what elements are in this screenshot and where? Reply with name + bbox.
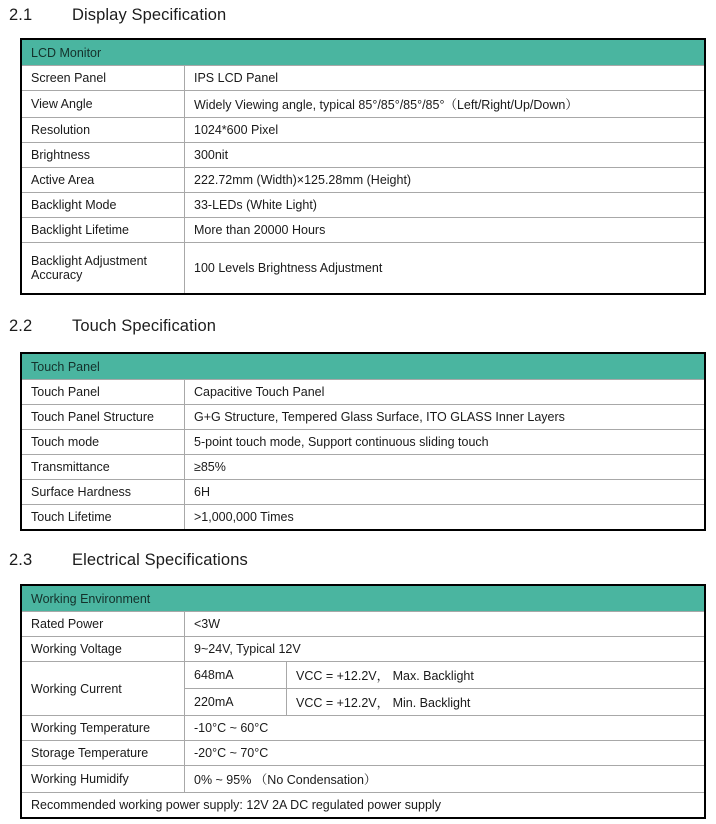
row-label: Screen Panel	[22, 66, 185, 90]
row-label: Touch mode	[22, 430, 185, 454]
row-label: Backlight Adjustment Accuracy	[22, 243, 185, 293]
row-value: -10°C ~ 60°C	[194, 721, 269, 735]
table-header: Touch Panel	[22, 354, 704, 379]
row-value: 0% ~ 95% （No Condensation）	[194, 773, 377, 787]
table-row	[22, 504, 704, 529]
section-number: 2.2	[9, 317, 33, 335]
table-row	[22, 715, 704, 740]
display-spec-table	[20, 38, 706, 295]
row-label: Backlight Lifetime	[22, 218, 185, 242]
sub-row-value: 220mA	[185, 689, 287, 715]
sub-row-condition: VCC = +12.2V， Min. Backlight	[296, 696, 471, 710]
row-label: Touch Lifetime	[22, 505, 185, 529]
sub-row-condition: VCC = +12.2V， Max. Backlight	[296, 669, 474, 683]
row-value: 9~24V, Typical 12V	[194, 642, 301, 656]
table-row	[22, 429, 704, 454]
table-row	[22, 65, 704, 90]
row-value: -20°C ~ 70°C	[194, 746, 269, 760]
row-value: 5-point touch mode, Support continuous sliding touch	[194, 435, 489, 449]
row-value: 6H	[194, 485, 210, 499]
table-row	[22, 142, 704, 167]
sub-row-value: 648mA	[185, 662, 287, 688]
row-label: Storage Temperature	[22, 741, 185, 765]
section-number: 2.1	[9, 6, 33, 24]
row-value: 33-LEDs (White Light)	[194, 198, 317, 212]
row-label: Working Humidify	[22, 766, 185, 792]
row-label: Working Temperature	[22, 716, 185, 740]
row-value: More than 20000 Hours	[194, 223, 326, 237]
table-row	[22, 242, 704, 293]
row-label: Brightness	[22, 143, 185, 167]
row-value: 300nit	[194, 148, 229, 162]
section-number: 2.3	[9, 551, 33, 569]
table-row	[22, 740, 704, 765]
table-footer-note: Recommended working power supply: 12V 2A DC regulated power supply	[22, 792, 704, 817]
row-value: Capacitive Touch Panel	[194, 385, 325, 399]
sub-row	[185, 662, 704, 688]
table-row	[22, 379, 704, 404]
row-label: Touch Panel	[22, 380, 185, 404]
nested-cell	[185, 662, 704, 715]
section-title: Display Specification	[72, 6, 227, 24]
table-row	[22, 167, 704, 192]
row-value: 1024*600 Pixel	[194, 123, 279, 137]
row-value: ≥85%	[194, 460, 226, 474]
electrical-spec-table	[20, 584, 706, 819]
row-label: Touch Panel Structure	[22, 405, 185, 429]
table-row	[22, 117, 704, 142]
table-row-working-current	[22, 661, 704, 715]
table-row	[22, 611, 704, 636]
table-header: LCD Monitor	[22, 40, 704, 65]
row-label: Backlight Mode	[22, 193, 185, 217]
row-label: Surface Hardness	[22, 480, 185, 504]
sub-row	[185, 688, 704, 715]
row-value: G+G Structure, Tempered Glass Surface, ITO GLASS Inner Layers	[194, 410, 565, 424]
row-label: Resolution	[22, 118, 185, 142]
table-header: Working Environment	[22, 586, 704, 611]
row-value: 222.72mm (Width)×125.28mm (Height)	[194, 173, 412, 187]
row-label: Working Voltage	[22, 637, 185, 661]
row-label: Active Area	[22, 168, 185, 192]
table-row	[22, 636, 704, 661]
row-label: Rated Power	[22, 612, 185, 636]
section-heading-display	[0, 6, 716, 25]
table-row	[22, 765, 704, 792]
row-label: Working Current	[22, 662, 185, 715]
table-row	[22, 454, 704, 479]
section-title: Electrical Specifications	[72, 551, 248, 569]
touch-spec-table	[20, 352, 706, 531]
table-row	[22, 479, 704, 504]
row-value: <3W	[194, 617, 221, 631]
table-row	[22, 90, 704, 117]
section-title: Touch Specification	[72, 317, 217, 335]
row-value: Widely Viewing angle, typical 85°/85°/85°/85°（Left/Right/Up/Down）	[194, 98, 578, 112]
table-row	[22, 404, 704, 429]
row-value: 100 Levels Brightness Adjustment	[194, 261, 383, 275]
row-label: View Angle	[22, 91, 185, 117]
section-heading-touch	[0, 317, 716, 336]
table-row	[22, 192, 704, 217]
row-value: IPS LCD Panel	[194, 71, 279, 85]
table-row	[22, 217, 704, 242]
section-heading-electrical	[0, 551, 716, 570]
row-label: Transmittance	[22, 455, 185, 479]
row-value: >1,000,000 Times	[194, 510, 294, 524]
